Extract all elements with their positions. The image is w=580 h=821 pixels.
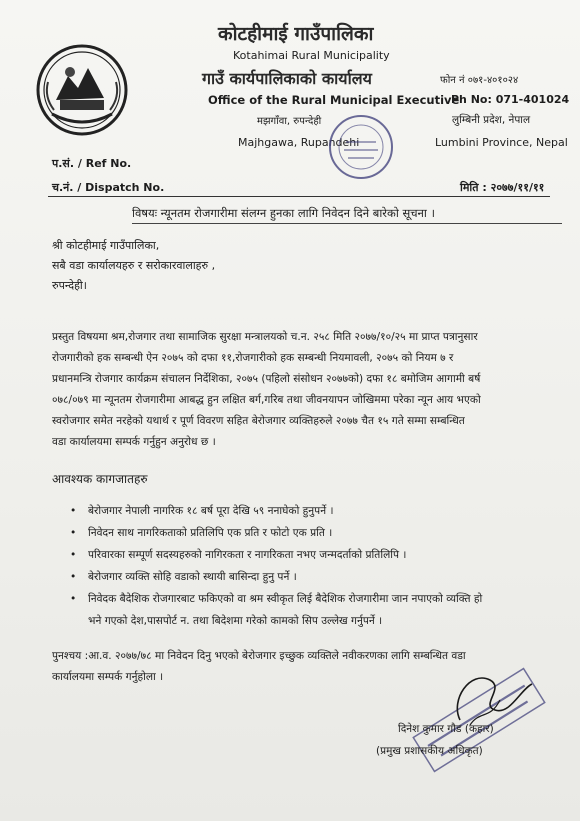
- subject-line: विषयः न्यूनतम रोजगारीमा संलग्न हुनका लागि निवेदन दिने बारेको सूचना ।: [132, 206, 435, 220]
- requirements-heading: आवश्यक कागजातहरु: [52, 472, 148, 486]
- office-name-english: Office of the Rural Municipal Executive: [208, 93, 460, 107]
- postscript-note: पुनश्चय :आ.व. २०७७/७८ मा निवेदन दिनु भएको बेरोजगार इच्छुक व्यक्तिले नवीकरणका लागि सम्बन्धित वडा कार्यालयमा सम्पर्क गर्नुहोला ।: [52, 650, 466, 683]
- phone-english: Ph No: 071-401024: [451, 93, 570, 106]
- phone-nepali: फोन नं ०७१-४०१०२४: [440, 75, 519, 86]
- municipality-title-nepali: कोटहीमाई गाउँपालिका: [218, 23, 374, 45]
- addressee-line: श्री कोटहीमाई गाउँपालिका,: [52, 239, 160, 252]
- round-office-stamp: [326, 112, 396, 182]
- address-nepali: मझगाँवा, रुपन्देही: [257, 116, 322, 127]
- list-item-text: निवेदक बैदेशिक रोजगारबाट फकिएको वा श्रम स्वीकृत लिई बैदेशिक रोजगारीमा जान नपाएको व्यक्ति हो: [88, 593, 483, 605]
- list-item: • बेरोजगार व्यक्ति सोहि वडाको स्थायी बासिन्दा हुनु पर्ने ।: [70, 566, 482, 588]
- addressee-block: [52, 236, 215, 296]
- list-item: [70, 588, 482, 632]
- addressee-line: रुपन्देही।: [52, 279, 87, 292]
- body-paragraph: प्रस्तुत विषयमा श्रम,रोजगार तथा सामाजिक सुरक्षा मन्त्रालयको च.न. २५८ मिति २०७७/१०/२५ मा प्राप्त पत्रानुसार रोजगारीको हक सम्बन्धी ऐन २०७५ को दफा ११,रोजगारीको हक सम्बन्धी नियमावली, २०७५ को नियम ७ र प्रधानमन्त्रि रोजगार कार्यक्रम संचालन निर्देशिका, २०७५ (पहिलो संसोधन २०७७को) दफा १८ बमोजिम आगामी बर्ष ०७८/०७९ मा न्यूनतम रोजगारीमा आबद्ध हुन लक्षित बर्ग,गरिब तथा जीवनयापन जोखिममा परेका न्यून आय भएको स्वरोजगार समेत नरहेको यथार्थ र पूर्ण विवरण सहित बेरोजगार व्यक्तिहरुले २०७७ चैत १५ गते सम्मा सम्बन्धित वडा कार्यालयमा सम्पर्क गर्नुहुन अनुरोध छ ।: [52, 331, 481, 448]
- list-item: • बेरोजगार नेपाली नागरिक १८ बर्ष पूरा देखि ५९ ननाघेको हुनुपर्ने ।: [70, 500, 482, 522]
- handwritten-signature: [420, 660, 540, 730]
- header-divider: [48, 196, 550, 197]
- addressee-line: सबै वडा कार्यालयहरु र सरोकारवालाहरु ,: [52, 259, 216, 272]
- address-english: Majhgawa, Rupandehi: [238, 136, 360, 149]
- signatory-role: (प्रमुख प्रशासकीय अधिकृत): [376, 745, 483, 757]
- office-name-nepali: गाउँ कार्यपालिकाको कार्यालय: [202, 69, 372, 88]
- list-item: • परिवारका सम्पूर्ण सदस्यहरुको नागिरकता र नागरिकता नभए जन्मदर्ताको प्रतिलिपि ।: [70, 544, 482, 566]
- subject-underline: [132, 223, 562, 224]
- list-item-continuation: भने गएको देश,पासपोर्ट न. तथा बिदेशमा गरेको कामको सिप उल्लेख गर्नुपर्ने ।: [88, 615, 383, 627]
- ref-no-label: प.सं. / Ref No.: [52, 157, 132, 170]
- requirements-list: [70, 500, 482, 632]
- letter-date: मिति : २०७७/११/११: [460, 181, 545, 194]
- province-english: Lumbini Province, Nepal: [435, 136, 568, 149]
- dispatch-no-label: च.नं. / Dispatch No.: [52, 181, 165, 194]
- province-nepali: लुम्बिनी प्रदेश, नेपाल: [452, 114, 531, 126]
- nepal-emblem-icon: [34, 42, 130, 138]
- signatory-name: दिनेश कुमार गौड (कहार): [398, 723, 494, 735]
- municipality-title-english: Kotahimai Rural Municipality: [233, 49, 390, 62]
- list-item: • निवेदन साथ नागरिकताको प्रतिलिपि एक प्रति र फोटो एक प्रति ।: [70, 522, 482, 544]
